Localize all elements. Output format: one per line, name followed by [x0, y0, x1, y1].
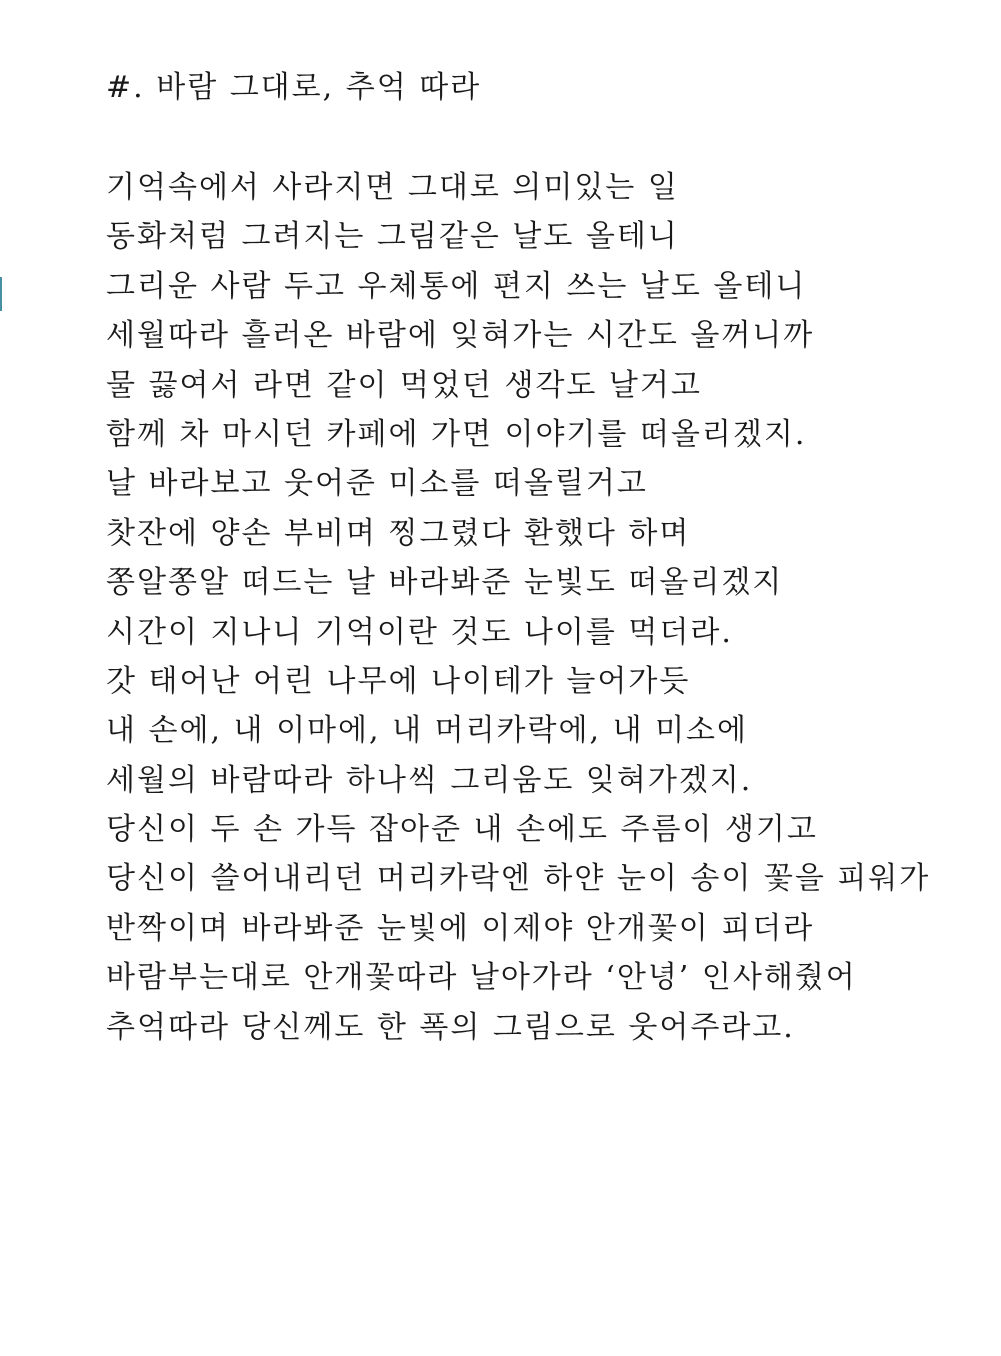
poem-line: 내 손에, 내 이마에, 내 머리카락에, 내 미소에: [106, 713, 749, 749]
poem-line: 함께 차 마시던 카페에 가면 이야기를 떠올리겠지.: [106, 416, 807, 452]
poem-line: 당신이 두 손 가득 잡아준 내 손에도 주름이 생기고: [106, 812, 818, 848]
poem-body: [106, 163, 930, 1052]
poem-line: 추억따라 당신께도 한 폭의 그림으로 웃어주라고.: [106, 1009, 795, 1045]
poem-line: 시간이 지나니 기억이란 것도 나이를 먹더라.: [106, 614, 733, 650]
poem-line: 당신이 쓸어내리던 머리카락엔 하얀 눈이 송이 꽃을 피워가: [106, 861, 931, 897]
poem-line: 기억속에서 사라지면 그대로 의미있는 일: [106, 170, 679, 205]
poem-line: 바람부는대로 안개꽃따라 날아가라 ‘안녕’ 인사해줬어: [106, 960, 857, 996]
poem-line: 쫑알쫑알 떠드는 날 바라봐준 눈빛도 떠올리겠지: [106, 565, 784, 601]
poem-line: 동화처럼 그려지는 그림같은 날도 올테니: [106, 219, 679, 255]
poem-line: 날 바라보고 웃어준 미소를 떠올릴거고: [106, 466, 648, 502]
poem-line: 갓 태어난 어린 나무에 나이테가 늘어가듯: [106, 663, 691, 699]
edge-marker: [0, 277, 2, 311]
poem-line: 물 끓여서 라면 같이 먹었던 생각도 날거고: [106, 367, 702, 403]
poem-line: 세월따라 흘러온 바람에 잊혀가는 시간도 올꺼니까: [106, 318, 815, 354]
poem-line: 세월의 바람따라 하나씩 그리움도 잊혀가겠지.: [106, 762, 753, 798]
poem-line: 찻잔에 양손 부비며 찡그렸다 환했다 하며: [106, 515, 691, 551]
poem-line: 그리운 사람 두고 우체통에 편지 쓰는 날도 올테니: [106, 268, 807, 304]
poem-line: 반짝이며 바라봐준 눈빛에 이제야 안개꽃이 피더라: [106, 910, 815, 946]
poem-title: #. 바람 그대로, 추억 따라: [106, 70, 482, 105]
